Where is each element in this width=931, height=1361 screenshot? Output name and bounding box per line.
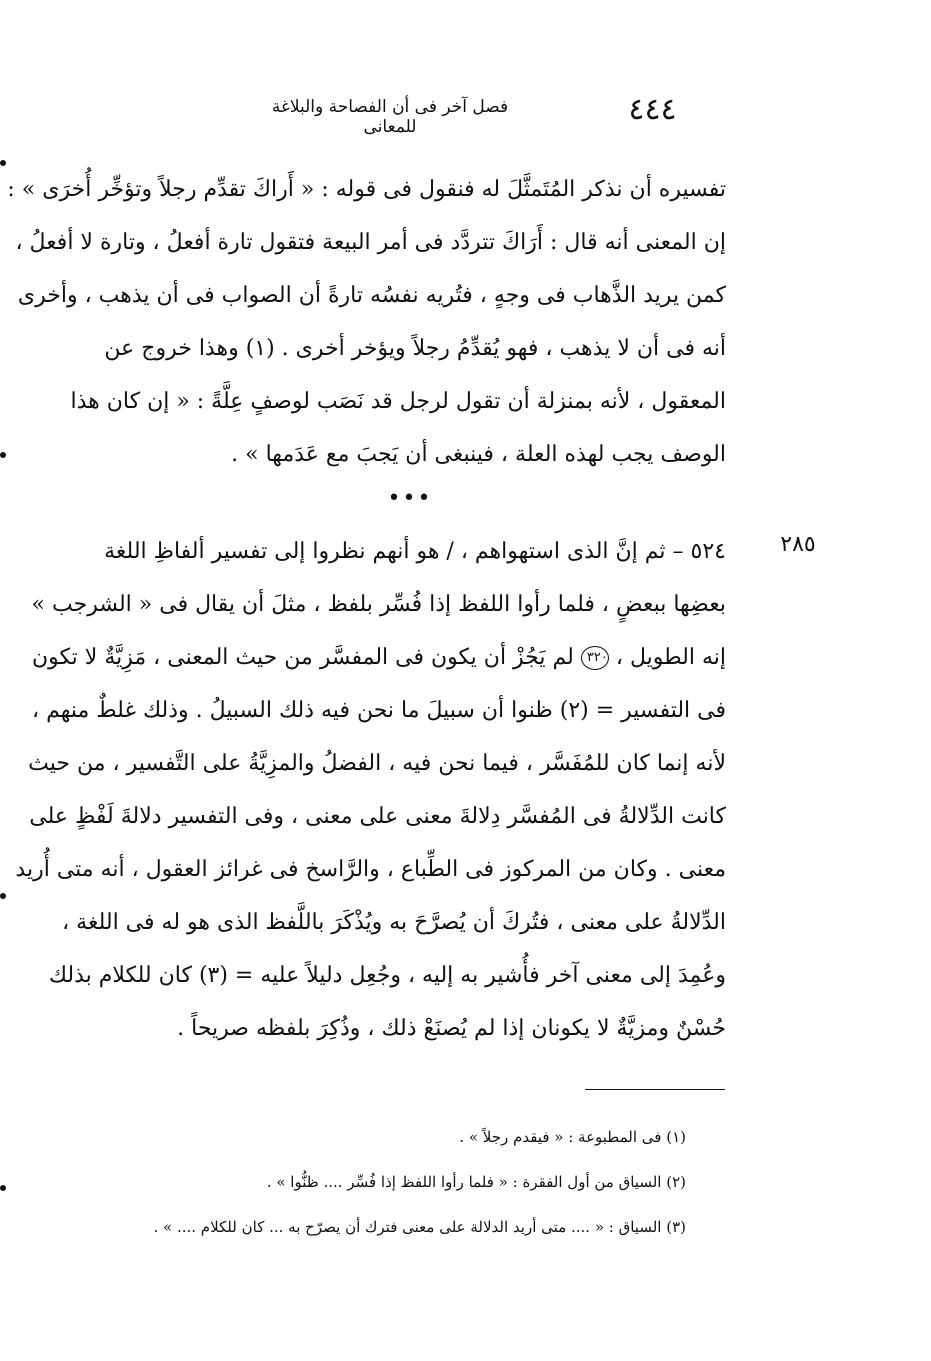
paragraph-line: وعُمِدَ إلى معنى آخر فأُشير به إليه ، وجُعِل دليلاً عليه = (٣) كان للكلام بذلك — [48, 963, 726, 988]
scan-edge-mark — [0, 893, 6, 899]
circled-page-marker: ٣٢٠ — [581, 646, 609, 670]
line-end-text: لم يَجُزْ أن يكون فى المفسَّر من حيث المعنى ، مَزِيَّةٌ لا تكون — [32, 645, 574, 670]
running-head: فصل آخر فى أن الفصاحة والبلاغة للمعانى — [271, 97, 509, 137]
paragraph-line: تفسيره أن نذكر المُتَمثَّلَ له فنقول فى قوله : « أَراكَ تقدِّم رجلاً وتؤخِّر أُخرَى » : — [7, 177, 726, 202]
paragraph-line: إن المعنى أنه قال : أَرَاكَ تتردَّد فى أمر البيعة فتقول تارة أفعلُ ، وتارة لا أفعلُ ، — [15, 230, 726, 255]
margin-page-reference: ٢٨٥ — [780, 532, 816, 557]
section-separator: ••• — [387, 486, 433, 511]
line-start-text: إنه الطويل ، — [615, 645, 726, 670]
paragraph-line: المعقول ، لأنه بمنزلة أن تقول لرجل قد نَصَب لوصفٍ عِلَّةً : « إن كان هذا — [70, 389, 726, 414]
scan-edge-mark — [0, 1185, 6, 1191]
paragraph-2 — [15, 525, 726, 1055]
paragraph-line: معنى . وكان من المركوز فى الطِّباع ، والرَّاسخ فى غرائز العقول ، أنه متى أُريد — [15, 857, 726, 882]
paragraph-line: كمن يريد الذَّهاب فى وجهٍ ، فتُريه نفسُه تارةً أن الصواب فى أن يذهب ، وأخرى — [17, 283, 726, 308]
page-number: ٤٤٤ — [628, 92, 677, 127]
paragraph-line: فى التفسير = (٢) ظنوا أن سبيلَ ما نحن فيه ذلك السبيلُ . وذلك غلطٌ منهم ، — [32, 698, 726, 723]
paragraph-line: حُسْنٌ ومزيَّةٌ لا يكونان إذا لم يُصنَعْ ذلك ، وذُكِرَ بلفظه صريحاً . — [177, 1016, 726, 1041]
footnote-3: (٣) السياق : « .... متى أريد الدلالة على معنى فترك أن يصرّح به ... كان للكلام .... » . — [153, 1218, 686, 1236]
footnote-divider — [585, 1089, 725, 1090]
footnote-2: (٢) السياق من أول الفقرة : « فلما رأوا اللفظ إذا فُسِّر .... ظنُّوا » . — [266, 1173, 686, 1191]
paragraph-line: الدِّلالةُ على معنى ، فتُركَ أن يُصرَّحَ به ويُذْكَرَ باللَّفظ الذى هو له فى اللغة ، — [62, 910, 726, 935]
paragraph-line: بعضِها ببعضٍ ، فلما رأوا اللفظ إذا فُسِّر بلفظ ، مثلَ أن يقال فى « الشرجب » — [31, 592, 726, 617]
paragraph-line: ٥٢٤ – ثم إنَّ الذى استهواهم ، / هو أنهم نظروا إلى تفسير ألفاظِ اللغة — [104, 539, 726, 564]
paragraph-line: الوصف يجب لهذه العلة ، فينبغى أن يَجبَ مع عَدَمها » . — [231, 442, 726, 467]
paragraph-line: أنه فى أن لا يذهب ، فهو يُقدِّمُ رجلاً ويؤخر أخرى . (١) وهذا خروج عن — [104, 336, 726, 361]
footnote-1: (١) فى المطبوعة : « فيقدم رجلاً » . — [459, 1128, 686, 1146]
paragraph-line: لأنه إنما كان للمُفَسَّر ، فيما نحن فيه ، الفضلُ والمزِيَّةُ على التَّفسير ، من حيث — [28, 751, 726, 776]
paragraph-line — [32, 631, 726, 684]
scan-edge-mark — [0, 160, 6, 166]
scan-edge-mark — [0, 452, 6, 458]
paragraph-line: كانت الدِّلالةُ فى المُفسَّر دِلالةَ معنى على معنى ، وفى التفسير دلالةَ لَفْظٍ على — [29, 804, 726, 829]
paragraph-1 — [7, 163, 726, 481]
